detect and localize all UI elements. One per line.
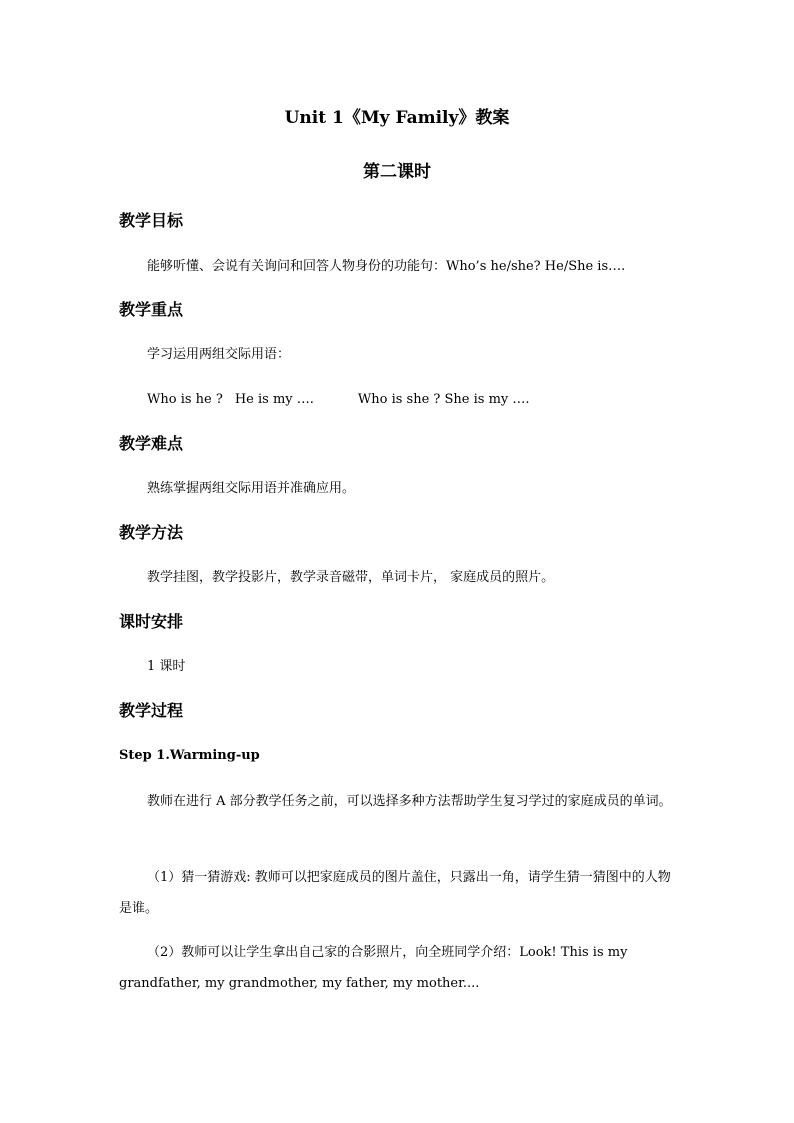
example-who-is-he: Who is he ? xyxy=(147,392,223,407)
methods-text: 教学挂图，教学投影片，教学录音磁带，单词卡片， 家庭成员的照片。 xyxy=(147,570,555,585)
example-he-is-my: He is my …. xyxy=(234,392,314,407)
key-points-heading: 教学重点 xyxy=(119,300,184,319)
document-title: Unit 1《My Family》教案 xyxy=(284,108,510,128)
process-paragraph-1: 教师在进行 A 部分教学任务之前，可以选择多种方法帮助学生复习学过的家庭成员的单词。 xyxy=(147,794,672,809)
key-points-text: 学习运用两组交际用语： xyxy=(147,347,291,362)
key-points-examples xyxy=(147,390,530,410)
methods-heading: 教学方法 xyxy=(119,523,184,542)
process-heading: 教学过程 xyxy=(119,701,184,720)
example-who-is-she: Who is she ? She is my …. xyxy=(357,392,530,407)
objective-heading: 教学目标 xyxy=(119,211,184,230)
difficulties-text: 熟练掌握两组交际用语并准确应用。 xyxy=(147,481,356,496)
lesson-subtitle: 第二课时 xyxy=(363,162,431,182)
schedule-heading: 课时安排 xyxy=(119,612,184,631)
step1-heading: Step 1.Warming-up xyxy=(119,748,260,763)
schedule-text: 1 课时 xyxy=(147,659,186,674)
objective-text: 能够听懂、会说有关询问和回答人物身份的功能句：Who’s he/she? He/She is…. xyxy=(147,259,626,274)
process-paragraph-2: （1）猜一猜游戏: 教师可以把家庭成员的图片盖住，只露出一角，请学生猜一猜图中的人物是谁。 xyxy=(119,870,671,916)
difficulties-heading: 教学难点 xyxy=(119,434,184,453)
process-paragraph-3: （2）教师可以让学生拿出自己家的合影照片，向全班同学介绍：Look! This is my grandfather, my grandmother, my father, my mother.... xyxy=(119,945,628,991)
